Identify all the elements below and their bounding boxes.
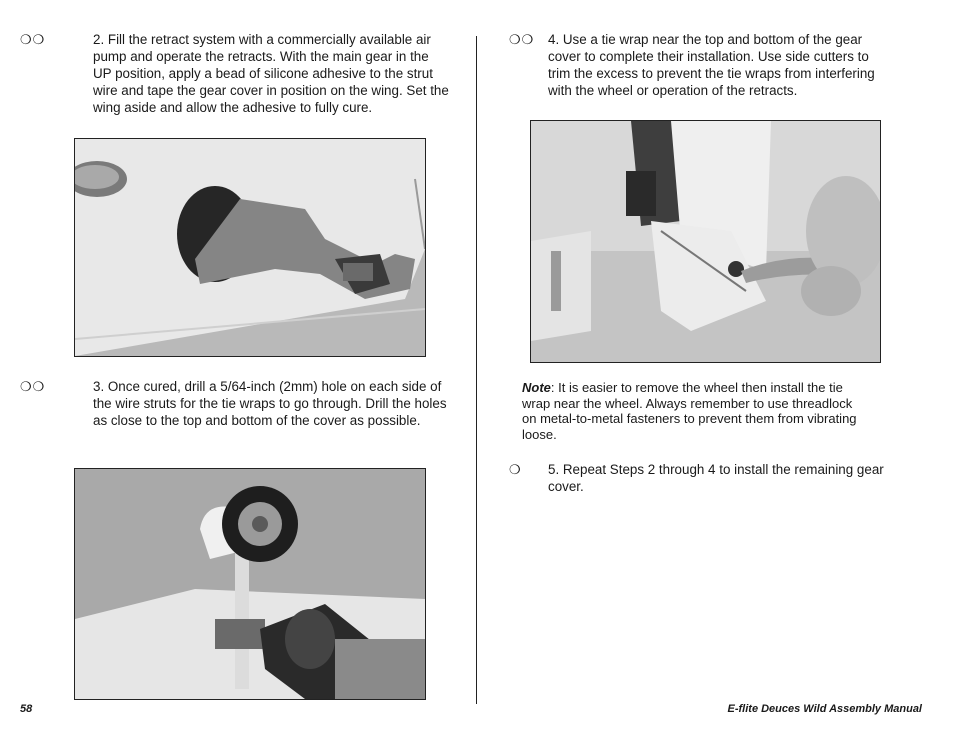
step-4-text: 4. Use a tie wrap near the top and bottom of the gear cover to complete their installation. Use side cutters to trim the excess to prevent the tie wraps from interfering with the wheel or operation of the retracts. [548, 32, 875, 98]
note-text: : It is easier to remove the wheel then install the tie wrap near the wheel. Always remember to use threadlock on metal-to-metal fasteners to prevent them from vibrating loose. [522, 380, 857, 442]
step-4 [509, 31, 889, 99]
photo-drilling-holes [74, 468, 426, 700]
checkbox-marks: ❍❍ [509, 32, 535, 47]
photo-gear-cover-taped [74, 138, 426, 357]
checkbox-mark: ❍ [509, 462, 522, 477]
step-2-text: 2. Fill the retract system with a commercially available air pump and operate the retracts. With the main gear in the UP position, apply a bead of silicone adhesive to the strut wire and tape the gear cover in position on the wing. Set the wing aside and allow the adhesive to fully cure. [93, 32, 449, 115]
step-5 [509, 461, 889, 495]
photo-trimming-tie-wraps [530, 120, 881, 363]
step-3-text: 3. Once cured, drill a 5/64-inch (2mm) hole on each side of the wire struts for the tie wraps to go through. Drill the holes as close to the top and bottom of the cover as possible. [93, 379, 447, 428]
manual-title: E-flite Deuces Wild Assembly Manual [727, 703, 922, 715]
note [522, 380, 867, 442]
step-5-text: 5. Repeat Steps 2 through 4 to install the remaining gear cover. [548, 462, 884, 494]
note-label: Note [522, 380, 551, 395]
column-divider [476, 36, 477, 704]
page-number: 58 [20, 703, 33, 715]
checkbox-marks: ❍❍ [20, 32, 46, 47]
step-3 [20, 378, 450, 429]
step-2 [20, 31, 450, 116]
checkbox-marks: ❍❍ [20, 379, 46, 394]
